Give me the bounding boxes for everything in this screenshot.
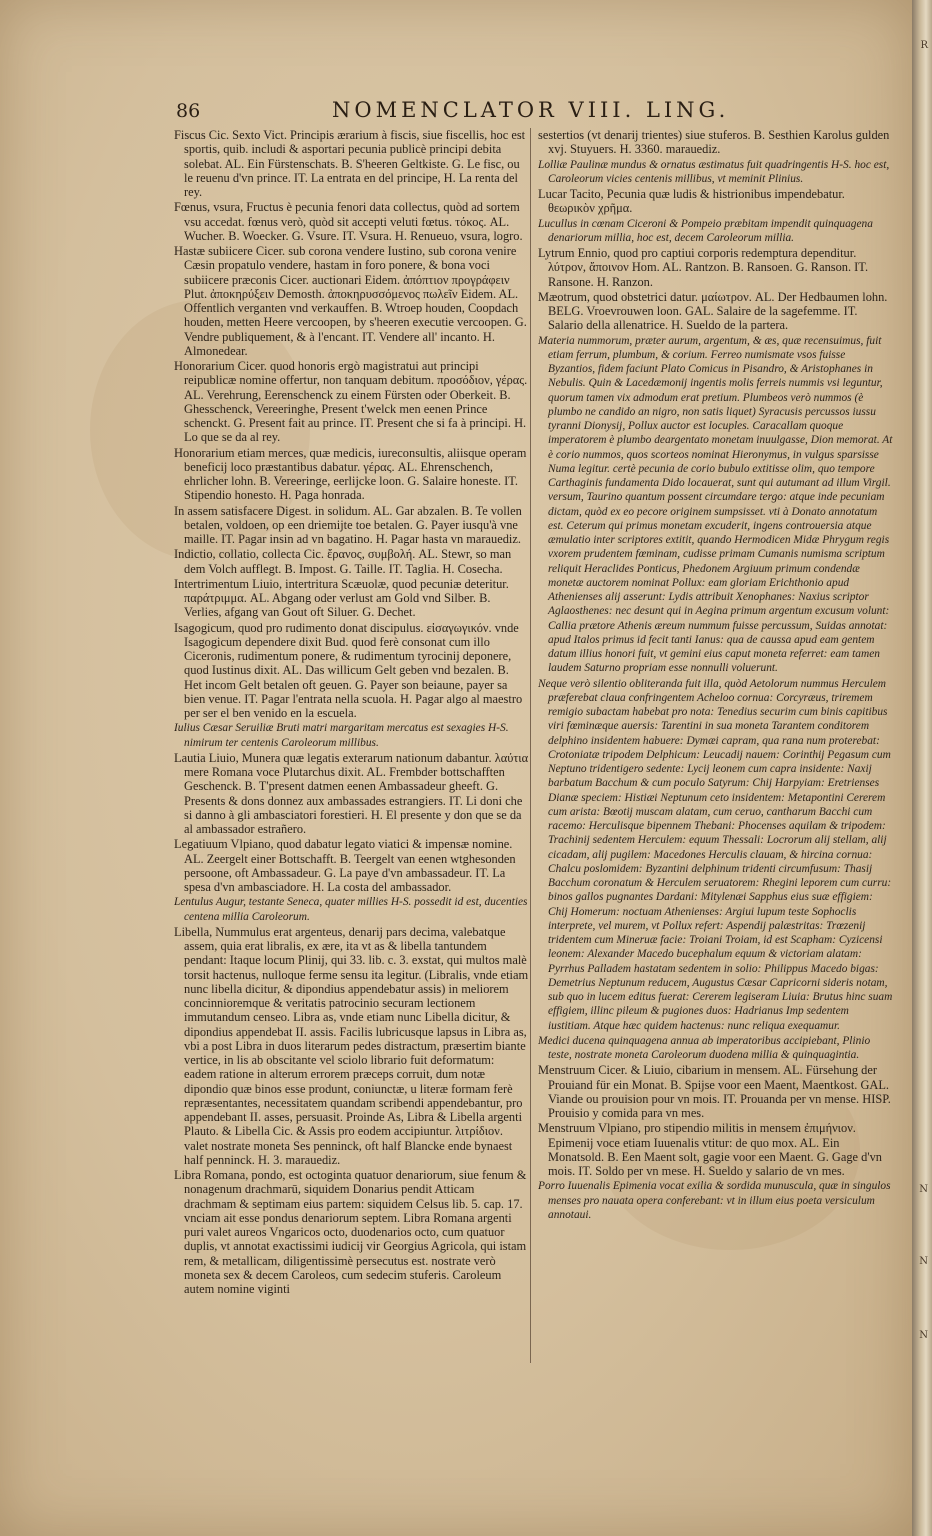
entry-honorarium-merces: Honorarium etiam merces, quæ medicis, iureconsultis, aliisque operam beneficij loco præstantibus dabatur. γέρας. AL. Ehrenschench, ehrlicher lohn. B. Vereeringe, eerlijcke loon. G. Salaire honeste. IT. Stipendio honesto. H. Paga honrada.: [174, 445, 527, 503]
column-rule: [530, 128, 531, 1363]
entry-sestertios-cont: sestertios (vt denarij trientes) siue stuferos. B. Sesthien Karolus gulden xvj. Stuyuers. H. 3360. marauediz.: [538, 128, 890, 157]
entry-materia-nummorum: Materia nummorum, præter aurum, argentum, & æs, quæ recensuimus, fuit etiam ferrum, plumbum, & corium. Ferreo numismate vsos fuisse Byzantios, fidem faciunt Plato Comicus in Pisandro, & Aristophanes in Nebulis. Quin & Lacedæmonij ingentis molis ferreis nummis vsi leguntur, quorum tamen vix admodum erat pretium. Plumbeos verò nummos (è plumbo ne candido an nigro, non satis liquet) Syracusis percussos iussu tyranni Dionysij, Pollux auctor est locuples. Caracallam quoque imperatorem è plumbo deargentato monetam inuulgasse, Dion memorat. At è corio nummos, quos scorteos nominat Hieronymus, in vulgus sparsisse Numa legitur. certè pecunia de corio bubulo extitisse olim, quo tempore Carthaginis fundamenta Dido locauerat, sunt qui autumant ad illum Virgil. versum, Taurino quantum possent circumdare tergo: atque inde pecuniam dictam, quòd ex eo pecore originem sumpsisset. vti à Donato annotatum est. Ceterum qui primus monetam excuderit, ingens controuersia atque æmulatio inter scriptores extitit, quando Hermodicen Midæ Phrygum regis vxorem prudentem fœminam, cudisse primam Cumanis numisma scriptum reliquit Heraclides Ponticus, Phedonem Argiuum primum condendæ monetæ auctorem nominat Pollux: eam gloriam Erichthonio apud Athenienses alij asserunt: Lydis attribuit Xenophanes: Naxius scriptor Aglaosthenes: nec desunt qui in Aegina primum argentum excusum volunt: Callia prætore Athenis æreum nummum fuisse percussum, Suidas annotat: apud Italos primus id fecit tanti Ianus: qua de caussa apud eam gentem datum illius honori fuit, vt gemini eius caput moneta referret: eam tamen laudem Saturno propriam esse nonnulli voluerunt.: [538, 334, 893, 675]
entry-in-assem: In assem satisfacere Digest. in solidum. AL. Gar abzalen. B. Te vollen betalen, voldoen, op een driemijte toe betalen. G. Payer iusqu'à vne maille. IT. Pagar insin ad vn bagatino. H. Pagar hasta vn marauediz.: [174, 503, 522, 546]
entry-fiscus: Fiscus Cic. Sexto Vict. Principis ærarium à fiscis, siue fiscellis, hoc est sportis, quib. includi & asportari pecunia publicè principi debita solebat. AL. Ein Fürstenschats. B. S'heeren Geltkiste. G. Le fisc, ou le reuenu d'vn prince. IT. La entrata en del principe, H. La renta del rey.: [174, 128, 526, 199]
running-title: NOMENCLATOR VIII. LING.: [332, 98, 730, 122]
left-column: [174, 128, 529, 1358]
margin-mark: R: [920, 40, 928, 51]
page-edge: [912, 0, 932, 1536]
entry-libella: Libella, Nummulus erat argenteus, denarij pars decima, valebatque assem, quia erat libralis, ex ære, ita vt as & libella tantundem pendant: Itaque locum Plinij, qui 33. lib. c. 3. exstat, qui multos malè torsit hactenus, nulloque ferme sensu ita legitur. (Libralis, vnde etiam nunc libella dicitur, & dipondius appendebatur assis) in meliorem concinnioremque & veritatis patrocinio securam lectionem immutandum censeo. Libra as, vnde etiam nunc Libella dicitur, & dipondius appendebat II. assis. Facilis lubricusque lapsus in Libra as, vbi a post Libra in duos literarum pedes distractum, præsertim biante vertice, in lis ab obscitante vel sciolo librario fuit deformatum: eadem ratione in alterum errorem præceps corruit, dum notæ dipondio quæ binos esse produnt, coniunctæ, u literæ formam ferè repræsentantes, necessitatem quandam scribendi appendebantur, pro appendebant II. asses, persuasit. Proinde As, Libra & Libella argenti Plauto. & Libella Cic. & Assis pro eodem accipiuntur. λιτρίδιον. valet nostrate moneta Ses penninck, oft half Blancke ende bynaest half penninck. H. 3. marauediz.: [174, 924, 529, 1167]
entry-hastae: Hastæ subiicere Cicer. sub corona vendere Iustino, sub corona venire Cæsin propatulo vendere, hastam in foro ponere, & bona voci subiicere præconis Cicer. auctionari Eidem. ἀπόπτιον προγράφειν Plut. ἀποκηρύξειν Demosth. ἀποκηρυσσόμενος πωλεῖν Eidem. AL. Offentlich verganten vnd verkauffen. B. Wtroep houden, Coopdach houden, metten Heere vercoopen, by s'heeren executie vercoopen. G. Vendre publiquement, & à l'encant. IT. Vendere all' incanto. H. Almonedear.: [174, 244, 527, 358]
page-header: [176, 96, 736, 126]
entry-menstruum: Menstruum Cicer. & Liuio, cibarium in mensem. AL. Fürsehung der Prouiand für ein Monat. B. Spijse voor een Maent, Maentkost. GAL. Viande ou prouision pour vn mois. IT. Prouanda per vn mense. HISP. Prouisio y comida para vn mes.: [538, 1063, 891, 1120]
entry-lautia: Lautia Liuio, Munera quæ legatis exterarum nationum dabantur. λαύτια mere Romana voce Plutarchus dixit. AL. Frembder bottschafften Geschenck. B. T'present datmen eenen Ambassadeur gheeft. G. Presents & dons donnez aux ambassades estrangiers. IT. Li doni che si danno à gli ambasciatori forestieri. H. El presente y don que se da al ambassador estrañero.: [174, 750, 529, 836]
entry-foenus: Fœnus, vsura, Fructus è pecunia fenori data collectus, quòd ad sortem vsu accedat. fœnus verò, quòd sit accepti veluti fœtus. τόκος. AL. Wucher. B. Woecker. G. Vsure. IT. Vsura. H. Renueuo, vsura, logro.: [174, 200, 523, 243]
entry-lolliae: Lolliæ Paulinæ mundus & ornatus æstimatus fuit quadringentis H-S. hoc est, Caroleorum vicies centenis millibus, vt meminit Plinius.: [538, 158, 890, 185]
margin-mark: N: [919, 1256, 928, 1267]
entry-menstruum-vlpiano: Menstruum Vlpiano, pro stipendio militis in mensem ἐπιμήνιον. Epimenij voce etiam Iuuenalis vtitur: de quo mox. AL. Ein Monatsold. B. Een Maent solt, gagie voor een Maent. G. Gage d'vn mois. IT. Soldo per vn mese. H. Sueldo y salario de vn mes.: [538, 1121, 882, 1178]
entry-lytrum: Lytrum Ennio, quod pro captiui corporis redemptura dependitur. λύτρον, ἄποινον Hom. AL. Rantzon. B. Ransoen. G. Ranson. IT. Ransone. H. Ranzon.: [538, 246, 869, 289]
entry-isagogicum: Isagogicum, quod pro rudimento donat discipulus. εἰσαγωγικόν. vnde Isagogicum dependere dixit Bud. quod ferè consonat cum illo Ciceronis, rudimentum ponere, & rudimentum tyrocinij deponere, quod Iustinus dixit. AL. Das willicum Gelt geben vnd bezalen. B. Het incom Gelt betalen oft geuen. G. Payer son beiaune, payer sa bien venue. IT. Pagar l'entrata nella scuola. H. Pagar algo al maestro per ser el ben venido en la escuela.: [174, 620, 523, 720]
right-column: [538, 128, 893, 1358]
page-number: 86: [176, 100, 201, 122]
entry-lucar: Lucar Tacito, Pecunia quæ ludis & histrionibus impendebatur. θεωρικὸν χρῆμα.: [538, 187, 845, 216]
entry-intertrimentum: Intertrimentum Liuio, intertritura Scæuolæ, quod pecuniæ deteritur. παράτριμμα. AL. Abgang oder verlust am Gold vnd Silber. B. Verlies, afgang van Gout oft Siluer. G. Dechet.: [174, 576, 509, 620]
entry-libra-romana: Libra Romana, pondo, est octoginta quatuor denariorum, siue fenum & nonagenum drachmarū, siquidem Donarius pendit Atticam drachmam & septimam eius partem: siquidem Celsus lib. 5. cap. 17. vnciam ait esse pondus denariorum septem. Libra Romana argenti puri valet aureos Vngaricos octo, duodenarios octo, cum quatuor duplis, vt annotat exactissimi iudicij vir Georgius Agricola, qui istam rem, & metallicam, diligentissimè persecutus est. nostrate verò moneta sex & decem Caroleos, cum sedecim stuferis. Caroleum autem nomine viginti: [174, 1168, 527, 1296]
entry-indictio: Indictio, collatio, collecta Cic. ἔρανος, συμβολή. AL. Stewr, so man dem Volch aufflegt. B. Impost. G. Taille. IT. Taglia. H. Cosecha.: [174, 547, 512, 576]
entry-neque-vero: Neque verò silentio obliteranda fuit illa, quòd Aetolorum nummus Herculem præferebat claua confringentem Acheloo cornua: Corcyræus, triremem remigio subactam habebat pro nota: Tenedius securim cum binis capitibus viri fœminæque auersis: Tarentini in sua moneta Tarantem conditorem delphino insidentem habuere: Dymæi capram, qua rana num proterebat: Crotoniatæ tripodem Delphicum: Leucadij nauem: Corinthij Pegasum cum Neptuno tridentigero sedente: Lycij leonem cum capra insidente: Naxij barbatum Bacchum & cum poculo Satyrum: Chij Harpyiam: Eretrienses Dianæ speciem: Histiæi Neptunum ceto insidentem: Metapontini Cererem cum arista: Bœotij muscam alatam, cum ceruo, cantharum Bacchi cum racemo: Herculisque bipennem Thebani: Phocenses aquilam & tripodem: Trachinij sedentem Herculem: equum Thessali: Locrorum alij stellam, alij cicadam, alij pugilem: Macedones Herculis clauam, & hircina cornua: Chalcu poslomidem: Byzantini delphinum tridenti circumfusum: Thasij Bacchum coronatum & Herculem seruatorem: Rhegini leporem cum curru: binos gallos pugnantes Dardani: Mitylenæi Sapphus eius suæ effigiem: Chij Homerum: noctuam Athenienses: Argiui lupum teste Sophoclis interprete, vel murem, vt Pollux refert: Aspendij palæstritas: Trœzenij tridentem cum Mineruæ facie: Troiani Troiam, id est Scapham: Cyzicensi leonem: Alexander Macedo bucephalum equum & victoriam alatam: Pyrrhus Palladem hastatam sedentem in solio: Philippus Macedo bigas: Demetrius Neptunum reducem, Augustus Cæsar Capricorni sideris notam, sub quo in lucem editus fuerat: Cererem legiseram Liuia: Brutus hinc suam effigiem, illinc pileum & pugiones duos: Hadrianus Imp sedentem iustitiam. Atque hæc quidem hactenus: nunc reliqua exequamur.: [538, 677, 893, 1032]
entry-iulius-caesar: Iulius Cæsar Seruiliæ Bruti matri margaritam mercatus est sexagies H-S. nimirum ter centenis Caroleorum millibus.: [174, 722, 509, 749]
entry-medici: Medici ducena quinquagena annua ab imperatoribus accipiebant, Plinio teste, nostrate moneta Caroleorum duodena millia & quinquagintia.: [538, 1034, 871, 1061]
entry-lentulus: Lentulus Augur, testante Seneca, quater millies H-S. possedit id est, ducenties centena millia Caroleorum.: [174, 896, 528, 923]
margin-mark: N: [919, 1330, 928, 1341]
margin-mark: N: [919, 1184, 928, 1195]
entry-honorarium: Honorarium Cicer. quod honoris ergò magistratui aut principi reipublicæ nomine offertur, non tanquam debitum. προσόδιον, γέρας. AL. Verehrung, Eerenschenck zu einem Fürsten oder Oberkeit. B. Ghesschenck, Vereeringhe, Present t'welck men eenen Prince schenckt. G. Present fait au prince. IT. Present che si fa à principi. H. Lo que se da al rey.: [174, 359, 528, 445]
entry-porro-iuuenalis: Porro Iuuenalis Epimenia vocat exilia & sordida munuscula, quæ in singulos menses pro nauata opera conferebant: vt in illum eius poeta versiculum annotaui.: [538, 1180, 891, 1221]
entry-lucullus: Lucullus in cœnam Ciceroni & Pompeio præbitam impendit quinquagena denariorum millia, hoc est, decem Caroleorum millia.: [538, 217, 873, 244]
entry-maeotrum: Mæotrum, quod obstetrici datur. μαίωτρον. AL. Der Hedbaumen lohn. BELG. Vroevrouwen loon. GAL. Salaire de la sagefemme. IT. Salario della allenatrice. H. Sueldo de la partera.: [538, 289, 888, 333]
entry-legatiuum: Legatiuum Vlpiano, quod dabatur legato viatici & impensæ nomine. AL. Zeergelt einer Bottschafft. B. Teergelt van eenen wtghesonden persoone, oft Ambassadeur. G. La paye d'vn ambassadeur. IT. La spesa d'vn ambasciadore. H. La costa del ambassador.: [174, 837, 516, 894]
